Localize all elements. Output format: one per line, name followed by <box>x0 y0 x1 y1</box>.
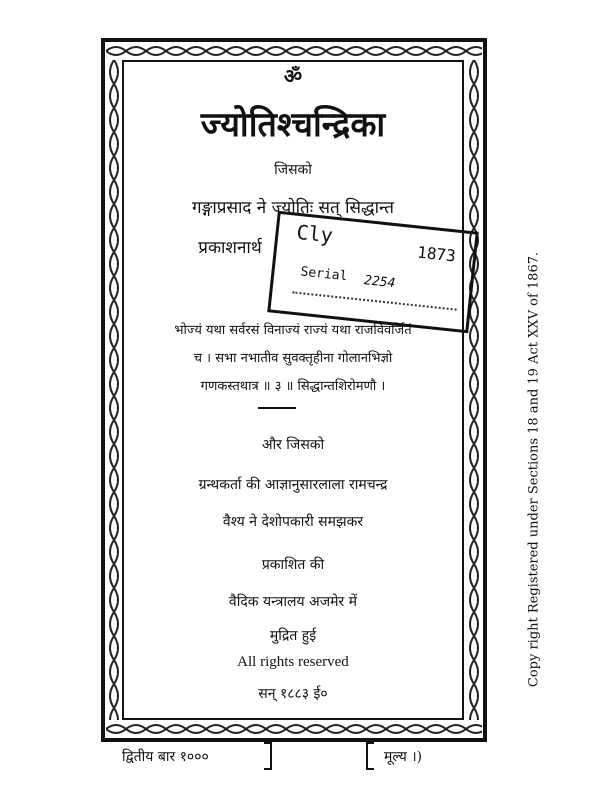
stamp-text-2: 1873 <box>416 242 457 266</box>
stamp-text-3: Serial <box>299 264 349 285</box>
bracket-left <box>264 742 272 770</box>
vaishya-line: वैश्य ने देशोपकारी समझकर <box>222 514 364 530</box>
verse-line-2: च । सभा नभातीव सुवक्तृहीना गोलानभिज्ञो <box>193 351 393 366</box>
verse-line-1: भोज्यं यथा सर्वरसं विनाज्यं राज्यं यथा राजविवर्जितं <box>174 323 412 338</box>
om-symbol: ॐ <box>283 64 303 88</box>
stamp-text-4: 2254 <box>363 273 396 292</box>
rights-line: All rights reserved <box>237 654 349 670</box>
ornamental-band-top <box>106 43 482 59</box>
ornamental-band-left <box>106 60 122 720</box>
prakashit-line: प्रकाशित की <box>261 557 325 573</box>
aur-jisko-line: और जिसको <box>261 437 325 453</box>
bracket-right <box>366 742 374 770</box>
stamp-text-1: Cly <box>295 219 334 248</box>
press-line: वैदिक यन्त्रालय अजमेर में <box>228 594 358 610</box>
copyright-text: Copy right Registered under Sections 18 and 19 Act XXV of 1867. <box>526 251 542 688</box>
book-title: ज्योतिश्चन्द्रिका <box>200 105 386 145</box>
mudrit-line: मुद्रित हुई <box>269 628 317 644</box>
author-line: गङ्गाप्रसाद ने ज्योतिः सत् सिद्धान्त <box>192 198 394 218</box>
library-stamp <box>267 211 479 334</box>
prakashanarth-line: प्रकाशनार्थ <box>198 238 262 258</box>
ornamental-band-bottom <box>106 721 482 737</box>
price-note: मूल्य ।) <box>384 749 423 765</box>
section-divider <box>258 407 296 409</box>
edition-note: द्वितीय बार १००० <box>122 749 209 765</box>
verse-line-3: गणकस्तथात्र ॥ ३ ॥ सिद्धान्तशिरोमणौ । <box>200 379 386 394</box>
ornamental-band-right <box>466 60 482 720</box>
granthkarta-line: ग्रन्थकर्ता की आज्ञानुसारलाला रामचन्द्र <box>198 477 388 493</box>
jisko-line: जिसको <box>274 162 312 178</box>
year-line: सन् १८८३ ई० <box>258 686 328 702</box>
